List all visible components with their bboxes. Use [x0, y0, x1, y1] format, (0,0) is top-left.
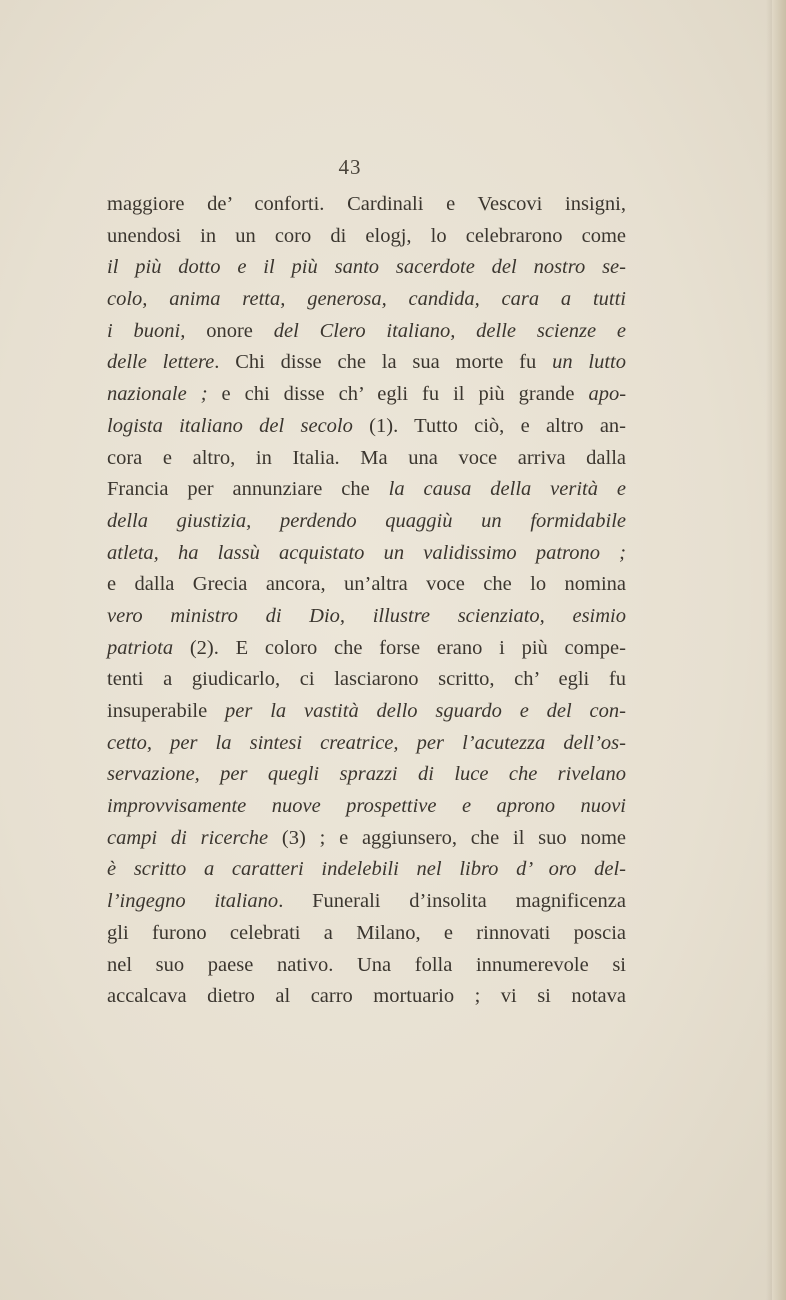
text-line — [107, 347, 626, 379]
italic-text-segment: servazione, per quegli sprazzi di luce che rivelano — [107, 763, 626, 786]
body-text — [107, 189, 626, 1013]
text-line — [107, 696, 626, 728]
italic-text-segment: la causa della verità e — [388, 478, 626, 501]
text-segment: gli furono celebrati a Milano, e rinnovati poscia — [107, 921, 626, 944]
italic-text-segment: campi di ricerche — [107, 826, 269, 849]
text-segment: . Funerali d’insolita magnificenza — [278, 890, 626, 913]
text-line — [107, 443, 626, 475]
text-segment: unendosi in un coro di elogj, lo celebrarono come — [107, 224, 626, 247]
text-segment: Francia per annunziare che — [107, 478, 389, 501]
text-line — [107, 284, 626, 316]
text-line — [107, 411, 626, 443]
text-segment: (3) ; e aggiunsero, che il suo nome — [268, 826, 626, 849]
italic-text-segment: logista italiano del secolo — [107, 414, 353, 437]
text-line — [107, 759, 626, 791]
text-line — [107, 569, 626, 601]
text-line — [107, 252, 626, 284]
italic-text-segment: cetto, per la sintesi creatrice, per l’acutezza dell’os- — [107, 731, 626, 754]
text-segment: e chi disse ch’ egli fu il più grande — [207, 383, 589, 406]
italic-text-segment: un lutto — [552, 351, 626, 374]
text-segment: . Chi disse che la sua morte fu — [214, 351, 553, 374]
text-line — [107, 950, 626, 982]
text-line — [107, 379, 626, 411]
text-line — [107, 918, 626, 950]
italic-text-segment: della giustizia, perdendo quaggiù un formidabile — [107, 509, 626, 532]
text-line — [107, 506, 626, 538]
text-line — [107, 981, 626, 1013]
text-line — [107, 189, 626, 221]
text-segment: onore — [206, 319, 274, 342]
text-line — [107, 601, 626, 633]
italic-text-segment: delle lettere — [107, 351, 215, 374]
text-segment: (1). Tutto ciò, e altro an- — [352, 414, 626, 437]
text-line — [107, 538, 626, 570]
text-segment: accalcava dietro al carro mortuario ; vi si notava — [107, 985, 626, 1008]
italic-text-segment: per la vastità dello sguardo e del con- — [225, 700, 626, 722]
text-segment: (2). E coloro che forse erano i più compe- — [173, 636, 626, 659]
text-segment: cora e altro, in Italia. Ma una voce arriva dalla — [107, 446, 626, 469]
text-segment: tenti a giudicarlo, ci lasciarono scritto, ch’ egli fu — [107, 668, 626, 691]
italic-text-segment: patriota — [107, 636, 174, 659]
italic-text-segment: del Clero italiano, delle scienze e — [273, 319, 626, 342]
page-number: 43 — [338, 155, 362, 179]
italic-text-segment: è scritto a caratteri indelebili nel libro d’ oro del- — [107, 858, 626, 881]
italic-text-segment: colo, anima retta, generosa, candida, cara a tutti — [107, 288, 626, 311]
italic-text-segment: l’ingegno italiano — [107, 890, 279, 913]
italic-text-segment: vero ministro di Dio, illustre scienziato, esimio — [107, 604, 626, 627]
italic-text-segment: atleta, ha lassù acquistato un validissimo patrono ; — [107, 541, 626, 564]
text-line — [107, 664, 626, 696]
italic-text-segment: improvvisamente nuove prospettive e aprono nuovi — [107, 795, 626, 818]
italic-text-segment: il più dotto e il più santo sacerdote del nostro se- — [107, 256, 626, 279]
text-line — [107, 886, 626, 918]
text-line — [107, 791, 626, 823]
italic-text-segment: apo- — [588, 383, 627, 406]
text-line — [107, 854, 626, 886]
italic-text-segment: nazionale ; — [107, 383, 208, 406]
text-line — [107, 474, 626, 506]
text-segment: nel suo paese nativo. Una folla innumerevole si — [107, 953, 626, 976]
text-segment: maggiore de’ conforti. Cardinali e Vescovi insigni, — [107, 193, 626, 215]
text-segment: insuperabile — [107, 700, 226, 722]
text-line — [107, 221, 626, 253]
page-edge — [772, 0, 786, 1300]
text-line — [107, 316, 626, 348]
text-line — [107, 823, 626, 855]
text-line — [107, 728, 626, 760]
italic-text-segment: i buoni, — [107, 319, 207, 342]
text-segment: e dalla Grecia ancora, un’altra voce che lo nomina — [107, 573, 626, 596]
text-line — [107, 633, 626, 665]
